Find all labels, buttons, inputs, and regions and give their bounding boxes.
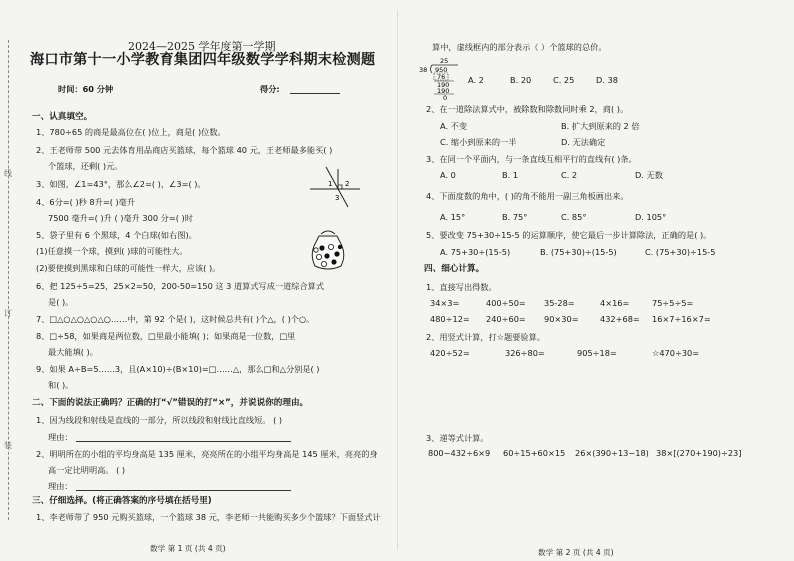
- judge-1: 1、因为线段和射线是直线的一部分，所以线段和射线比直线短。 ( ): [36, 415, 283, 425]
- calc-1-item: 432+68=: [600, 314, 640, 324]
- calc-1-item: 400÷50=: [486, 298, 526, 308]
- judge-2-reason-label: 理由：: [48, 481, 73, 491]
- judge-1-reason-line[interactable]: [76, 441, 291, 442]
- section-1-heading: 一、认真填空。: [32, 112, 93, 122]
- section-2-heading: 二、下面的说法正确吗？正确的打“√”错误的打“×”，并说说你的理由。: [32, 398, 309, 408]
- angle-figure: [308, 165, 363, 210]
- score-label: 得分:: [260, 84, 280, 94]
- choice-1-cont: 算中，虚线框内的部分表示（ ）个篮球的总价。: [432, 42, 607, 52]
- division-divisor: 38: [419, 66, 428, 74]
- question-7: 7、□△○△○△○△○……中，第 92 个是( )，这时候总共有( )个△，( )个○。: [36, 314, 315, 324]
- calc-1-item: 480÷12=: [430, 314, 470, 324]
- calc-2-item: 326÷80=: [505, 348, 545, 358]
- binding-mark: 线: [4, 169, 12, 178]
- judge-2a: 2、明明所在的小组的平均身高是 135 厘米，亮亮所在的小组平均身高是 145 厘米，亮亮的身: [36, 449, 378, 459]
- choice-3-option-b: B. 1: [502, 170, 519, 180]
- long-division-figure: [418, 56, 460, 100]
- page-footer-2: 数学 第 2 页 (共 4 页): [538, 548, 614, 557]
- choice-1-option-a: A. 2: [468, 75, 484, 85]
- question-2a: 2、王老师带 500 元去体育用品商店买篮球，每个篮球 40 元，王老师最多能买( ): [36, 145, 333, 155]
- choice-4-option-b: B. 75°: [502, 212, 528, 222]
- question-5c: (2)要使摸到黑球和白球的可能性一样大，应该( )。: [36, 263, 221, 273]
- calc-1-heading: 1、直接写出得数。: [426, 282, 497, 292]
- question-6a: 6、把 125÷5=25，25×2=50，200-50=150 这 3 道算式写成一道综合算式: [36, 281, 325, 291]
- calc-1-item: 75÷5÷5=: [652, 298, 694, 308]
- calc-2-item: ☆470÷30=: [652, 348, 700, 358]
- question-8b: 最大能填( )。: [48, 347, 98, 357]
- calc-1-item: 90×30=: [544, 314, 579, 324]
- division-quotient: 25: [440, 57, 449, 65]
- binding-mark: 装: [4, 441, 12, 450]
- division-row: 76: [437, 73, 446, 81]
- question-3: 3、如图，∠1=43°，那么∠2=( )，∠3=( )。: [36, 179, 206, 189]
- section-4-heading: 四、细心计算。: [424, 264, 485, 274]
- choice-3-option-a: A. 0: [440, 170, 456, 180]
- angle-label-3: 3: [335, 194, 340, 202]
- calc-3-item: 26×(390÷13−18): [575, 448, 649, 458]
- choice-4-option-d: D. 105°: [635, 212, 667, 222]
- question-5a: 5、袋子里有 6 个黑球，4 个白球(如右图)。: [36, 230, 197, 240]
- question-1: 1、780÷65 的商是最高位在( )位上，商是( )位数。: [36, 127, 226, 137]
- page-title: 海口市第十一小学教育集团四年级数学学科期末检测题: [30, 52, 376, 68]
- question-4a: 4、6分=( )秒 8升=( )毫升: [36, 197, 136, 207]
- choice-5-option-b: B. (75+30)÷(15-5): [540, 247, 617, 257]
- choice-3: 3、在同一个平面内，与一条直线互相平行的直线有( )条。: [426, 154, 637, 164]
- choice-2: 2、在一道除法算式中，被除数和除数同时乘 2，商( )。: [426, 104, 629, 114]
- question-9a: 9、如果 A÷B=5……3，且(A×10)÷(B×10)=□……△，那么□和△分别是( ): [36, 364, 320, 374]
- time-label: 时间：60 分钟: [58, 84, 114, 94]
- ball-bag-icon: [307, 226, 349, 272]
- choice-3-option-d: D. 无数: [635, 170, 663, 180]
- question-5b: (1)任意摸一个球，摸到( )球的可能性大。: [36, 246, 188, 256]
- calc-2-item: 905÷18=: [577, 348, 617, 358]
- choice-1-option-c: C. 25: [553, 75, 575, 85]
- choice-5-option-c: C. (75+30)÷15-5: [645, 247, 716, 257]
- calc-1-item: 35-28=: [544, 298, 575, 308]
- calc-1-item: 4×16=: [600, 298, 630, 308]
- calc-3-item: 38×[(270+190)÷23]: [656, 448, 742, 458]
- section-3-heading: 三、仔细选择。(将正确答案的序号填在括号里): [32, 496, 212, 506]
- angle-label-1: 1: [328, 180, 333, 188]
- question-6b: 是( )。: [48, 297, 74, 307]
- calc-1-item: 240÷60=: [486, 314, 526, 324]
- judge-1-reason-label: 理由：: [48, 432, 73, 442]
- calc-3-item: 60÷15+60×15: [503, 448, 566, 458]
- choice-2-option-d: D. 无法确定: [561, 137, 606, 147]
- choice-5-option-a: A. 75+30÷(15-5): [440, 247, 511, 257]
- choice-1-option-d: D. 38: [596, 75, 618, 85]
- choice-4-option-a: A. 15°: [440, 212, 466, 222]
- choice-5: 5、要改变 75+30÷15-5 的运算顺序，使它最后一步计算除法，正确的是( )。: [426, 230, 712, 240]
- choice-4-option-c: C. 85°: [561, 212, 587, 222]
- score-line[interactable]: [290, 93, 340, 94]
- calc-2-heading: 2、用竖式计算，打☆题要验算。: [426, 332, 545, 342]
- division-row: 190: [437, 87, 450, 95]
- page-divider: [397, 10, 398, 550]
- choice-3-option-c: C. 2: [561, 170, 578, 180]
- question-2b: 个篮球，还剩( )元。: [48, 161, 123, 171]
- choice-1: 1、李老师带了 950 元购买篮球，一个篮球 38 元，李老师一共能购买多少个篮球？下面竖式计: [36, 512, 381, 522]
- choice-1-option-b: B. 20: [510, 75, 532, 85]
- division-row: 0: [443, 94, 448, 100]
- binding-mark: 订: [4, 309, 12, 318]
- choice-2-option-c: C. 缩小到原来的一半: [440, 137, 517, 147]
- angle-label-2: 2: [345, 180, 350, 188]
- division-dividend: 950: [435, 66, 448, 74]
- choice-4: 4、下面度数的角中，( )的角不能用一副三角板画出来。: [426, 191, 629, 201]
- choice-2-option-a: A. 不变: [440, 121, 468, 131]
- page-footer-1: 数学 第 1 页 (共 4 页): [150, 544, 226, 553]
- calc-1-item: 34×3=: [430, 298, 460, 308]
- school-year: 2024—2025 学年度第一学期: [128, 40, 276, 53]
- question-8a: 8、□÷58，如果商是两位数，□里最小能填( )；如果商是一位数，□里: [36, 331, 296, 341]
- calc-3-heading: 3、递等式计算。: [426, 433, 489, 443]
- question-9b: 和( )。: [48, 380, 74, 390]
- judge-2-reason-line[interactable]: [76, 490, 291, 491]
- calc-3-item: 800−432÷6×9: [428, 448, 491, 458]
- division-row: 190: [437, 81, 450, 89]
- judge-2b: 高一定比明明高。 ( ): [48, 465, 126, 475]
- choice-2-option-b: B. 扩大到原来的 2 倍: [561, 121, 640, 131]
- calc-1-item: 16×7÷16×7=: [652, 314, 711, 324]
- calc-2-item: 420÷52=: [430, 348, 470, 358]
- question-4b: 7500 毫升=( )升 ( )毫升 300 分=( )时: [48, 213, 193, 223]
